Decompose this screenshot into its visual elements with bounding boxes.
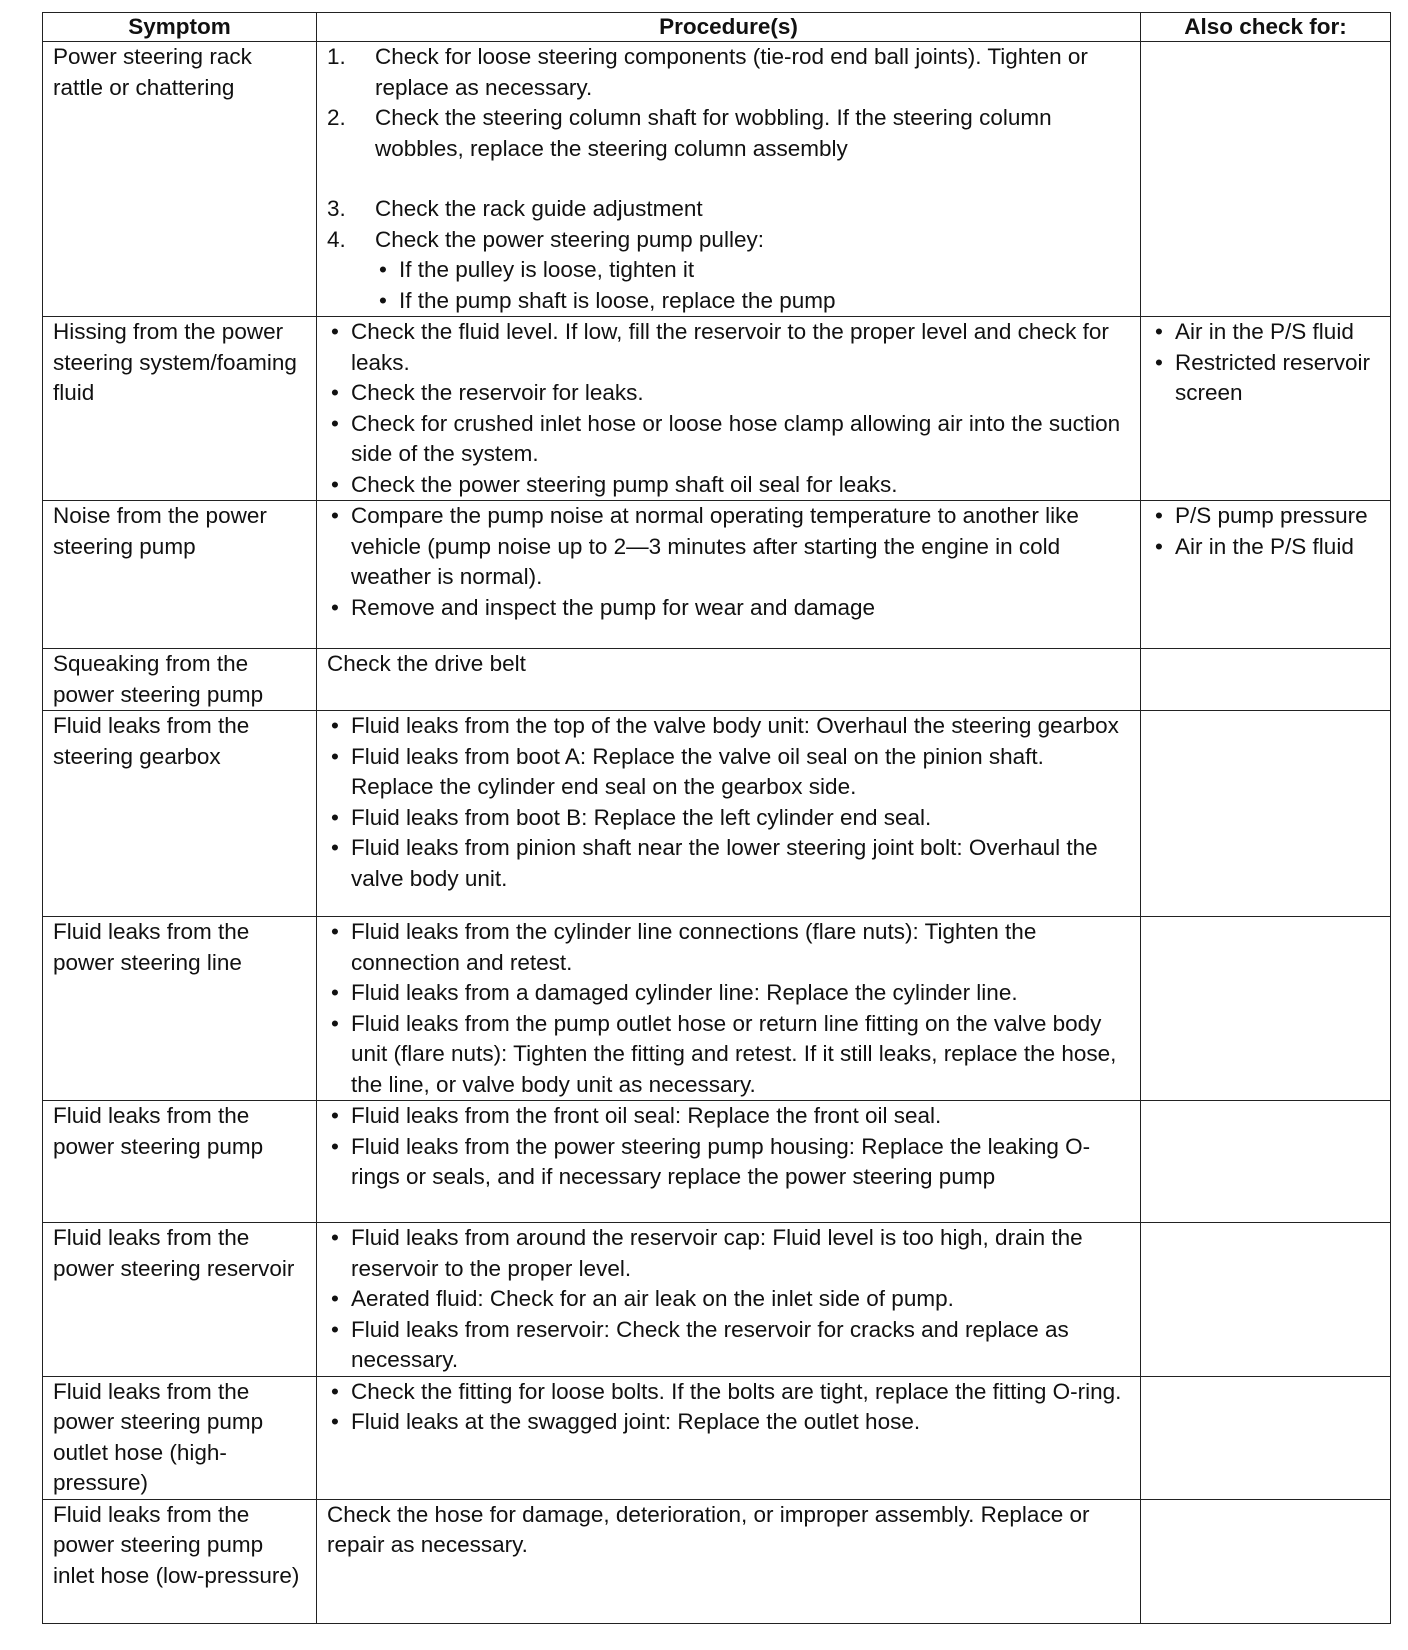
procedure-cell: Check the hose for damage, deterioration, or improper assembly. Replace or repair as necessary. [317,1499,1141,1623]
procedure-cell [317,317,1141,501]
procedure-bullets [327,317,1130,500]
symptom-cell: Fluid leaks from the power steering pump inlet hose (low-pressure) [43,1499,317,1623]
procedure-bullet: • Fluid leaks from around the reservoir cap: Fluid level is too high, drain the reservoir to the proper level. [331,1225,1083,1281]
procedure-bullet: • Check the reservoir for leaks. [331,380,644,405]
procedure-bullets [327,1101,1130,1193]
procedure-bullet: • Fluid leaks from boot A: Replace the valve oil seal on the pinion shaft. Replace the cylinder end seal on the gearbox side. [331,743,1044,799]
procedure-bullet: • Fluid leaks from a damaged cylinder line: Replace the cylinder line. [331,980,1018,1005]
also-check-list [1151,501,1380,562]
procedure-bullets [327,501,1130,623]
procedure-bullets [327,711,1130,894]
also-check-cell [1141,317,1391,501]
procedure-bullets [327,1377,1130,1438]
also-check-item: • P/S pump pressure [1155,503,1368,528]
procedure-bullet: • Check the fluid level. If low, fill the reservoir to the proper level and check for leaks. [331,319,1109,375]
procedure-cell [317,1223,1141,1377]
symptom-cell: Fluid leaks from the steering gearbox [43,711,317,917]
also-check-item: • Restricted reservoir screen [1155,349,1371,405]
table-row [43,42,1391,317]
procedure-cell [317,1376,1141,1499]
table-row [43,917,1391,1101]
procedure-bullet: • Remove and inspect the pump for wear and damage [331,594,876,620]
also-check-cell [1141,501,1391,649]
symptom-cell: Fluid leaks from the power steering pump [43,1101,317,1223]
also-check-header: Also check for: [1141,13,1391,42]
also-check-cell [1141,1499,1391,1623]
procedure-bullet: • Fluid leaks from the top of the valve body unit: Overhaul the steering gearbox [331,713,1119,738]
symptom-header: Symptom [43,13,317,42]
procedure-bullet: • Fluid leaks from pinion shaft near the lower steering joint bolt: Overhaul the valve body unit. [331,835,1098,891]
procedure-bullet: • Fluid leaks from the pump outlet hose or return line fitting on the valve body unit (flare nuts): Tighten the fitting and retest. If it still leaks, replace the hose, the line, or valve body unit as necessary. [331,1010,1117,1097]
procedure-step: 2. Check the steering column shaft for wobbling. If the steering column wobbles, replace the steering column assembly [327,105,1052,161]
procedure-cell [317,1101,1141,1223]
procedure-bullets [327,917,1130,1100]
symptom-cell: Noise from the power steering pump [43,501,317,649]
also-check-cell [1141,711,1391,917]
procedure-steps [327,42,1130,316]
procedure-bullet: • Aerated fluid: Check for an air leak on the inlet side of pump. [331,1286,954,1311]
procedure-bullet: • Compare the pump noise at normal operating temperature to another like vehicle (pump noise up to 2—3 minutes after starting the engine in cold weather is normal). [331,503,1079,589]
procedure-bullets [327,1223,1130,1376]
procedure-cell [317,917,1141,1101]
also-check-item: • Air in the P/S fluid [1155,319,1354,344]
table-row [43,1223,1391,1377]
procedure-bullet: • Check the fitting for loose bolts. If the bolts are tight, replace the fitting O-ring. [331,1378,1122,1404]
also-check-cell [1141,1376,1391,1499]
table-row [43,649,1391,711]
table-row [43,1376,1391,1499]
sub-bullet: • If the pulley is loose, tighten it [379,257,695,282]
troubleshooting-table [42,12,1391,1624]
table-row [43,501,1391,649]
procedure-bullet: • Check for crushed inlet hose or loose hose clamp allowing air into the suction side of the system. [331,410,1121,466]
also-check-list [1151,317,1380,409]
also-check-cell [1141,42,1391,317]
also-check-item: • Air in the P/S fluid [1155,533,1354,559]
also-check-cell [1141,917,1391,1101]
procedure-cell [317,42,1141,317]
sub-bullet: • If the pump shaft is loose, replace the pump [379,287,836,313]
procedure-step: 3. Check the rack guide adjustment [327,196,703,221]
also-check-cell [1141,649,1391,711]
procedure-bullet: • Fluid leaks from reservoir: Check the reservoir for cracks and replace as necessary. [331,1316,1069,1372]
procedure-cell: Check the drive belt [317,649,1141,711]
procedure-bullet: • Fluid leaks from boot B: Replace the left cylinder end seal. [331,804,932,830]
table-row [43,711,1391,917]
header-row [43,13,1391,42]
table-row [43,1101,1391,1223]
procedure-step: 1. Check for loose steering components (tie-rod end ball joints). Tighten or replace as necessary. [327,44,1088,100]
procedure-bullet: • Check the power steering pump shaft oil seal for leaks. [331,471,898,497]
symptom-cell: Fluid leaks from the power steering line [43,917,317,1101]
procedure-bullet: • Fluid leaks from the power steering pump housing: Replace the leaking O-rings or seals, and if necessary replace the power steering pump [331,1133,1091,1189]
procedure-bullet: • Fluid leaks from the front oil seal: Replace the front oil seal. [331,1103,942,1128]
symptom-cell: Power steering rack rattle or chattering [43,42,317,317]
symptom-cell: Hissing from the power steering system/foaming fluid [43,317,317,501]
also-check-cell [1141,1223,1391,1377]
procedure-bullet: • Fluid leaks at the swagged joint: Replace the outlet hose. [331,1409,921,1434]
procedure-step: 4. Check the power steering pump pulley: • If the pulley is loose, tighten it • If the pump shaft is loose, replace the pump [327,225,1130,317]
symptom-cell: Squeaking from the power steering pump [43,649,317,711]
symptom-cell: Fluid leaks from the power steering reservoir [43,1223,317,1377]
sub-bullets [375,255,1130,316]
symptom-cell: Fluid leaks from the power steering pump outlet hose (high-pressure) [43,1376,317,1499]
procedure-cell [317,711,1141,917]
procedure-bullet: • Fluid leaks from the cylinder line connections (flare nuts): Tighten the connection and retest. [331,919,1037,975]
procedure-cell [317,501,1141,649]
troubleshooting-sheet [42,12,1390,1624]
table-row [43,317,1391,501]
also-check-cell [1141,1101,1391,1223]
procedure-header: Procedure(s) [317,13,1141,42]
table-row [43,1499,1391,1623]
